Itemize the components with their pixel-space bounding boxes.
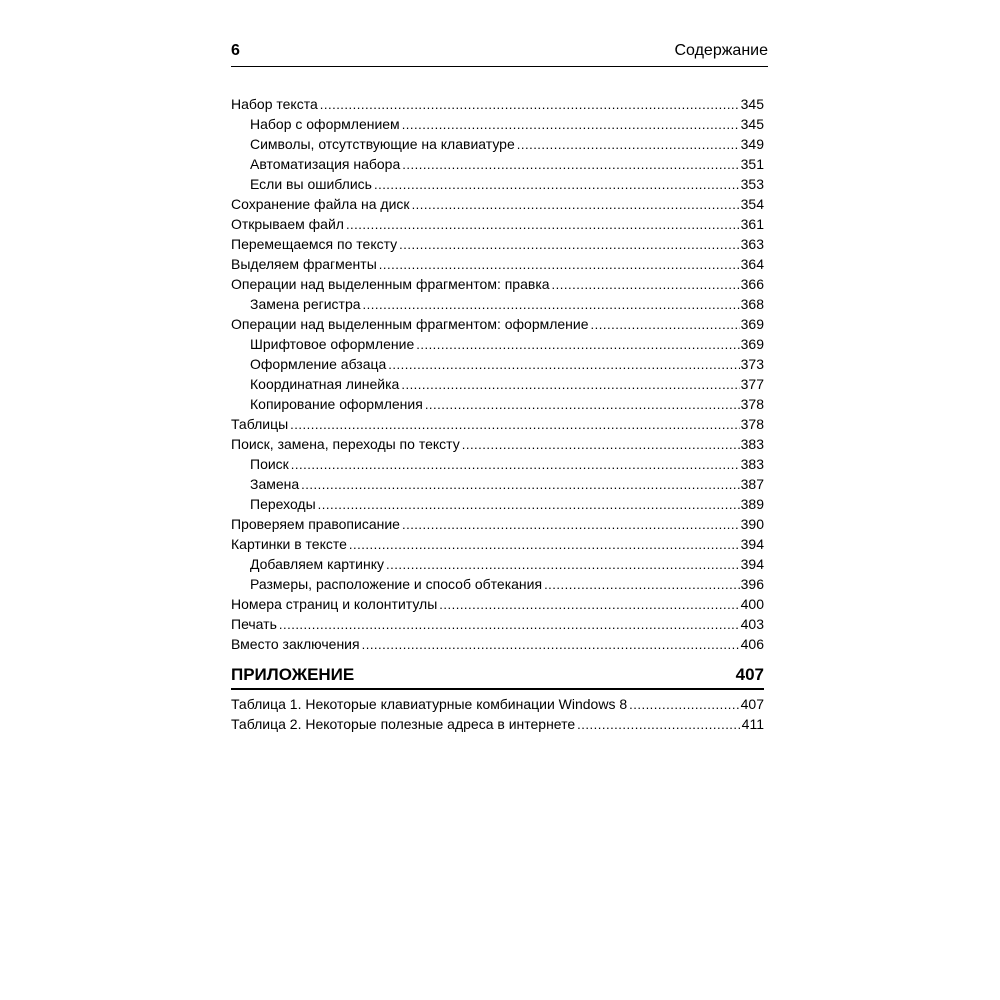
toc-entry-title: Поиск [250, 456, 289, 472]
toc-entry-page: 366 [740, 276, 764, 292]
toc-entry[interactable] [231, 174, 764, 194]
toc-entry[interactable] [231, 394, 764, 414]
toc-entry[interactable] [231, 274, 764, 294]
dot-leader [552, 275, 740, 295]
dot-leader [290, 415, 739, 435]
toc-entry[interactable] [231, 574, 764, 594]
toc-entry[interactable] [231, 414, 764, 434]
toc-entry[interactable] [231, 614, 764, 634]
page-number: 6 [231, 42, 240, 59]
toc-entry-page: 383 [740, 456, 764, 472]
toc-entry[interactable] [231, 214, 764, 234]
toc-entry-title: Операции над выделенным фрагментом: правка [231, 276, 550, 292]
toc-entry-title: Номера страниц и колонтитулы [231, 596, 438, 612]
toc-entry-title: Проверяем правописание [231, 516, 400, 532]
toc-entry-title: Замена регистра [250, 296, 361, 312]
toc-entry[interactable] [231, 254, 764, 274]
dot-leader [399, 235, 739, 255]
toc-entry[interactable] [231, 294, 764, 314]
dot-leader [386, 555, 740, 575]
dot-leader [402, 155, 739, 175]
dot-leader [591, 315, 740, 335]
toc-entry[interactable] [231, 694, 764, 714]
toc-entry-page: 345 [740, 96, 764, 112]
toc-entry[interactable] [231, 454, 764, 474]
toc-entry[interactable] [231, 494, 764, 514]
toc-entry-page: 364 [740, 256, 764, 272]
dot-leader [318, 495, 740, 515]
toc-entry-page: 407 [740, 696, 764, 712]
toc-entry-title: Поиск, замена, переходы по тексту [231, 436, 460, 452]
toc-entry-title: Набор с оформлением [250, 116, 400, 132]
toc-entry[interactable] [231, 94, 764, 114]
dot-leader [379, 255, 740, 275]
dot-leader [301, 475, 739, 495]
dot-leader [425, 395, 740, 415]
dot-leader [320, 95, 740, 115]
dot-leader [363, 295, 740, 315]
toc-entry[interactable] [231, 714, 764, 734]
toc-entry-page: 400 [740, 596, 764, 612]
toc-entry-title: Копирование оформления [250, 396, 423, 412]
toc-entry-page: 369 [740, 336, 764, 352]
toc-entry-title: Вместо заключения [231, 636, 360, 652]
toc-entry-page: 345 [740, 116, 764, 132]
toc-entry-page: 406 [740, 636, 764, 652]
dot-leader [349, 535, 740, 555]
toc-entry-page: 383 [740, 436, 764, 452]
toc-entry[interactable] [231, 554, 764, 574]
toc-entry[interactable] [231, 434, 764, 454]
toc-entry-page: 351 [740, 156, 764, 172]
toc-entry-title: Открываем файл [231, 216, 344, 232]
dot-leader [402, 515, 740, 535]
toc-entry-page: 368 [740, 296, 764, 312]
toc-entry-page: 394 [740, 536, 764, 552]
dot-leader [346, 215, 740, 235]
toc-entry-title: Добавляем картинку [250, 556, 385, 572]
toc-entry-title: Символы, отсутствующие на клавиатуре [250, 136, 515, 152]
toc-entry-page: 378 [740, 416, 764, 432]
appendix-title: ПРИЛОЖЕНИЕ [231, 665, 355, 684]
toc-entry-title: Если вы ошиблись [250, 176, 372, 192]
toc-entry-page: 390 [740, 516, 764, 532]
dot-leader [577, 715, 741, 735]
toc-entry-page: 373 [740, 356, 764, 372]
toc-entry-page: 369 [740, 316, 764, 332]
toc-entry-title: Автоматизация набора [250, 156, 401, 172]
toc-entry-title: Набор текста [231, 96, 318, 112]
appendix-entries [231, 694, 764, 734]
running-title: Содержание [674, 42, 768, 59]
toc-entry-title: Координатная линейка [250, 376, 400, 392]
toc-entry-page: 403 [740, 616, 764, 632]
toc-entry-page: 353 [740, 176, 764, 192]
toc-entry[interactable] [231, 134, 764, 154]
toc-entry-title: Таблица 1. Некоторые клавиатурные комбинации Windows 8 [231, 696, 628, 712]
toc-entry-title: Таблицы [231, 416, 289, 432]
toc-entry[interactable] [231, 594, 764, 614]
dot-leader [388, 355, 739, 375]
toc-entry[interactable] [231, 474, 764, 494]
toc-entry-page: 377 [740, 376, 764, 392]
toc-entry-title: Размеры, расположение и способ обтекания [250, 576, 543, 592]
dot-leader [279, 615, 740, 635]
dot-leader [462, 435, 740, 455]
toc-entry[interactable] [231, 234, 764, 254]
page-header [231, 38, 768, 67]
toc-entry[interactable] [231, 114, 764, 134]
toc-entry-page: 378 [740, 396, 764, 412]
toc-entry-title: Печать [231, 616, 277, 632]
dot-leader [401, 375, 739, 395]
dot-leader [416, 335, 739, 355]
dot-leader [544, 575, 740, 595]
appendix-page-number: 407 [735, 665, 764, 684]
toc-entry-title: Выделяем фрагменты [231, 256, 377, 272]
table-of-contents [231, 94, 764, 654]
dot-leader [412, 195, 740, 215]
dot-leader [629, 695, 740, 715]
toc-entry-title: Переходы [250, 496, 316, 512]
toc-entry-title: Таблица 2. Некоторые полезные адреса в интернете [231, 716, 576, 732]
toc-entry-title: Шрифтовое оформление [250, 336, 415, 352]
toc-entry[interactable] [231, 354, 764, 374]
toc-entry[interactable] [231, 154, 764, 174]
dot-leader [362, 635, 740, 655]
dot-leader [291, 455, 740, 475]
toc-entry-page: 389 [740, 496, 764, 512]
toc-entry-page: 361 [740, 216, 764, 232]
toc-entry-page: 411 [741, 716, 764, 732]
toc-entry[interactable] [231, 314, 764, 334]
dot-leader [517, 135, 740, 155]
toc-entry[interactable] [231, 634, 764, 654]
toc-entry-title: Перемещаемся по тексту [231, 236, 398, 252]
appendix-heading [231, 662, 764, 690]
dot-leader [374, 175, 740, 195]
toc-entry[interactable] [231, 534, 764, 554]
toc-entry[interactable] [231, 334, 764, 354]
toc-entry[interactable] [231, 194, 764, 214]
toc-entry-title: Операции над выделенным фрагментом: оформление [231, 316, 589, 332]
toc-entry-title: Оформление абзаца [250, 356, 387, 372]
toc-entry-page: 354 [740, 196, 764, 212]
toc-entry-page: 387 [740, 476, 764, 492]
toc-entry-page: 363 [740, 236, 764, 252]
toc-entry-title: Замена [250, 476, 300, 492]
appendix-section [231, 662, 764, 734]
toc-entry-title: Картинки в тексте [231, 536, 347, 552]
dot-leader [439, 595, 739, 615]
toc-entry-title: Сохранение файла на диск [231, 196, 410, 212]
toc-entry-page: 394 [740, 556, 764, 572]
dot-leader [402, 115, 740, 135]
toc-entry-page: 349 [740, 136, 764, 152]
toc-entry-page: 396 [740, 576, 764, 592]
toc-entry[interactable] [231, 514, 764, 534]
toc-entry[interactable] [231, 374, 764, 394]
